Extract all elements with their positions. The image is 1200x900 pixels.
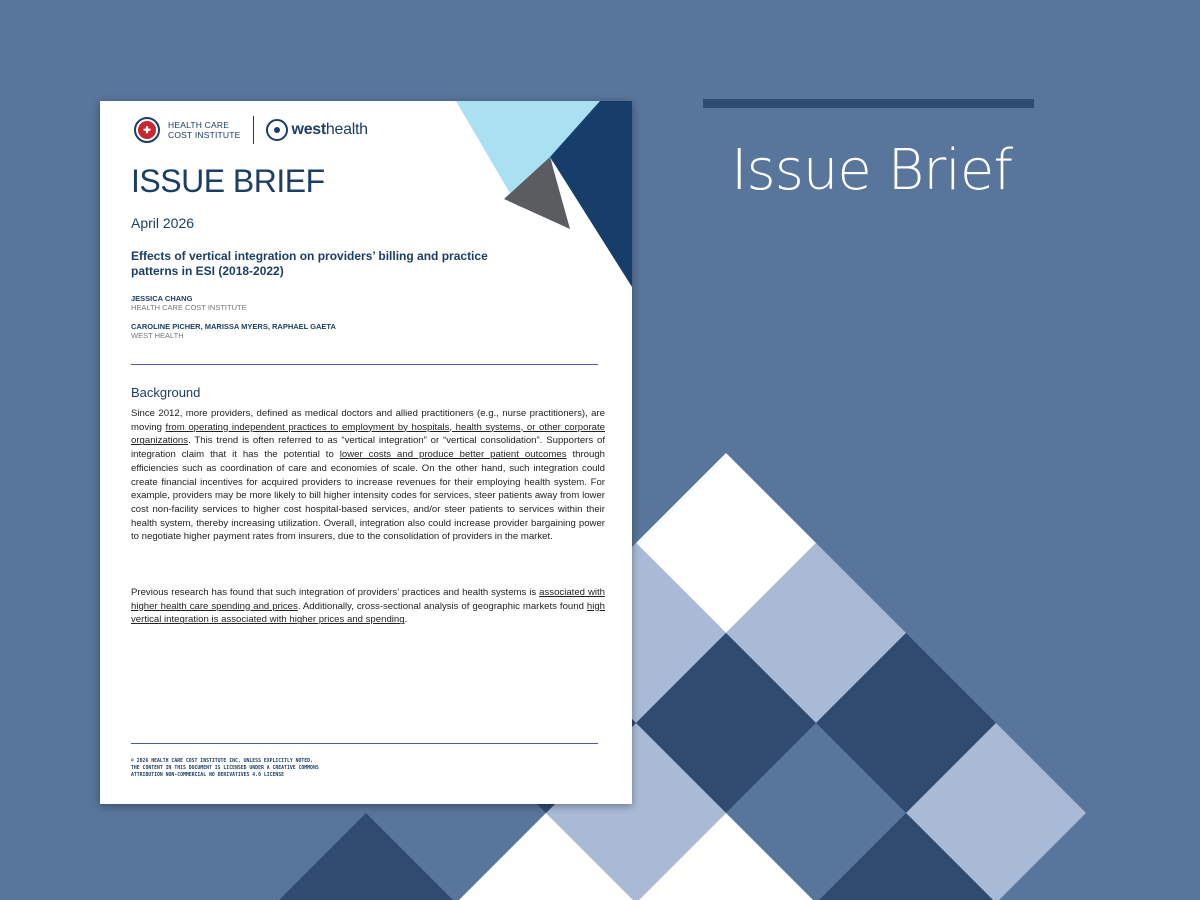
section-heading: Background bbox=[131, 385, 201, 400]
logo-row bbox=[134, 115, 368, 145]
divider-rule bbox=[131, 743, 598, 744]
hcci-seal-icon: ✚ bbox=[134, 117, 160, 143]
reference-link[interactable]: high vertical integration is associated with higher prices and spending bbox=[131, 600, 606, 626]
author-affiliation: HEALTH CARE COST INSTITUTE bbox=[131, 303, 247, 312]
reference-link[interactable]: associated with higher health care spending and prices bbox=[131, 587, 606, 612]
document-date: April 2026 bbox=[131, 215, 195, 231]
westhealth-logo-text: westhealth bbox=[291, 121, 368, 138]
reference-link[interactable]: lower costs and produce better patient outcomes bbox=[339, 449, 567, 461]
westhealth-mark-icon bbox=[266, 119, 288, 141]
paper-title: Effects of vertical integration on providers’ billing and practice patterns in ESI (2018-2022) bbox=[131, 249, 488, 278]
hero-title: Issue Brief bbox=[731, 138, 1013, 203]
author-names: CAROLINE PICHER, MARISSA MYERS, RAPHAEL GAETA bbox=[131, 322, 336, 331]
logo-divider bbox=[253, 116, 254, 144]
license-footer: © 2026 HEALTH CARE COST INSTITUTE INC. UNLESS EXPLICITLY NOTED, THE CONTENT IN THIS DOCUMENT IS LICENSED UNDER A CREATIVE COMMONS ATTRIBUTION NON-COMMERCIAL NO DERIVATIVES 4.0 LICENSE bbox=[131, 759, 319, 778]
body-paragraph: Previous research has found that such integration of providers’ practices and health systems is associated with higher health care spending and prices. Additionally, cross-sectional analysis of geographic markets found high vertical integration is associated with higher prices and spending. bbox=[131, 587, 606, 626]
corner-triangle-dark bbox=[550, 101, 632, 287]
diamond-tile bbox=[276, 813, 456, 900]
author-names: JESSICA CHANG bbox=[131, 294, 193, 303]
reference-link[interactable]: from operating independent practices to employment by hospitals, health systems, or other corporate organizations bbox=[131, 421, 605, 447]
corner-triangle-light bbox=[456, 101, 600, 207]
issue-brief-document bbox=[100, 101, 632, 804]
corner-triangle-gray bbox=[504, 157, 570, 229]
divider-rule bbox=[131, 364, 598, 365]
accent-bar bbox=[703, 99, 1034, 108]
hcci-logo-text: HEALTH CARE COST INSTITUTE bbox=[168, 120, 241, 140]
author-affiliation: WEST HEALTH bbox=[131, 331, 184, 340]
body-paragraph: Since 2012, more providers, defined as medical doctors and allied practitioners (e.g., nurse practitioners), are moving from operating independent practices to employment by hospitals, health systems, or other corporate organizations. This trend is often referred to as “vertical integration” or “vertical consolidation”. Supporters of integration claim that it has the potential to lower costs and produce better patient outcomes through efficiencies such as coordination of care and economies of scale. On the other hand, such integration could create financial incentives for acquired providers to increase revenues for their employing health system. For example, providers may be more likely to bill higher intensity codes for services, steer patients away from lower cost non-facility services to higher cost hospital-based services, and/or steer patients to services within their health system, thereby increasing utilization. Overall, integration also could increase provider bargaining power to negotiate higher payment rates from insurers, due to the consolidation of providers in the market. bbox=[131, 408, 606, 543]
document-title: ISSUE BRIEF bbox=[131, 163, 325, 199]
